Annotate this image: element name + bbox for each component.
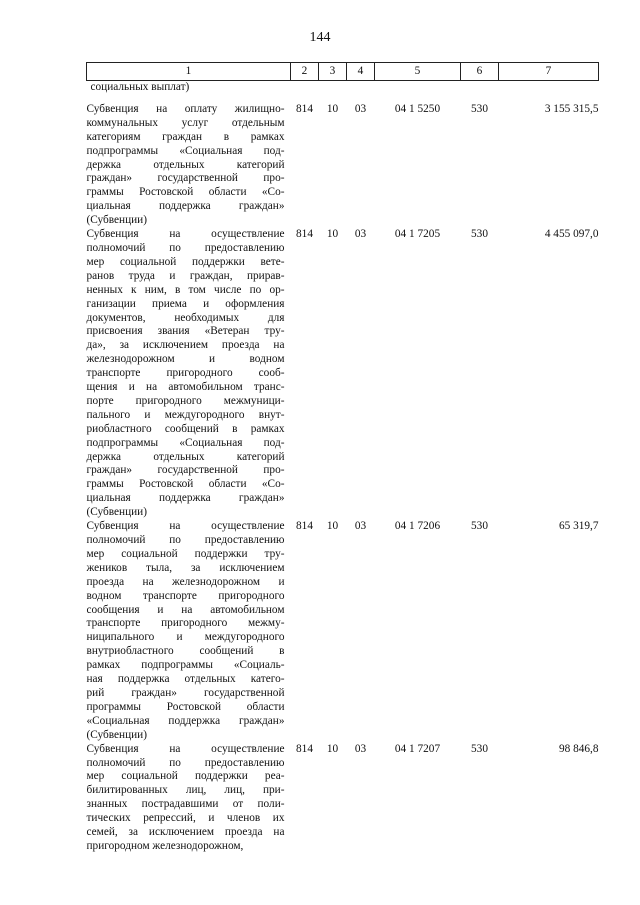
description-line: подпрограммы «Социальная под- [86,436,285,449]
description-line: да», за исключением проезда на [86,339,285,352]
description-line: жеников тыла, за исключением [86,561,285,574]
row-ministry-code: 814 [296,228,313,241]
description-line: транспорте пригородного сооб- [86,367,285,380]
description-line: мер социальной поддержки реа- [86,770,285,783]
table-row [87,103,599,228]
continuation-row [87,81,599,103]
description-line: мер социальной поддержки вете- [86,255,285,268]
table-row [87,228,599,520]
row-subsection-code: 03 [354,228,367,241]
description-line: (Субвенции) [86,214,147,227]
description-line: рамках подпрограммы «Социаль- [86,659,285,672]
description-line: билитированных лиц, лиц, при- [86,784,285,797]
row-target-article: 04 1 7206 [394,520,441,533]
description-line: знанных пострадавшими от поли- [86,798,285,811]
description-line: ранов труда и граждан, прирав- [86,269,285,282]
description-line: (Субвенции) [86,728,147,741]
description-line: Субвенция на осуществление [86,742,285,755]
row-section-code: 10 [326,228,339,241]
description-line: тических репрессий, и членов их [86,812,285,825]
description-line: (Субвенции) [86,506,147,519]
row-amount: 65 319,7 [558,520,599,533]
row-description [87,520,291,743]
row-ministry-code: 814 [296,742,313,755]
description-line: проезда на железнодорожном и [86,575,285,588]
description-line: Субвенция на осуществление [86,520,285,533]
row-section-code: 10 [326,102,339,115]
row-subsection-code: 03 [354,520,367,533]
table-header [87,63,599,81]
description-line: присвоения звания «Ветеран тру- [86,325,285,338]
row-expense-type: 530 [471,228,488,241]
description-line: ганизации приема и оформления [86,297,285,310]
row-ministry-code: 814 [296,102,313,115]
description-line: полномочий по предоставлению [86,534,285,546]
row-subsection-code: 03 [354,102,367,115]
description-line: ниципального и междугородного [86,631,285,644]
description-line: пального и междугородного внут- [86,408,285,421]
column-number-7: 7 [499,63,599,81]
description-line: категориям граждан в рамках [86,130,285,143]
table-row [87,743,599,854]
row-expense-type: 530 [471,742,488,755]
description-line: документов, необходимых для [86,311,285,324]
description-line: полномочий по предоставлению [86,241,285,254]
description-line: подпрограммы «Социальная под- [86,144,285,157]
description-line: Субвенция на оплату жилищно- [86,102,285,115]
description-line: ненных к ним, в том числе по ор- [86,283,285,296]
column-number-1: 1 [87,63,291,81]
description-line: семей, за исключением проезда на [86,826,285,839]
description-line: ная поддержка отдельных катего- [86,673,285,686]
description-line: пригородном железнодорожном, [86,839,244,852]
description-line: порте пригородного межмуници- [86,394,285,407]
description-line: Субвенция на осуществление [86,228,285,241]
description-line: коммунальных услуг отдельным [86,116,285,129]
description-line: граммы Ростовской области «Со- [86,478,285,491]
description-line: железнодорожном и водном [86,353,285,366]
description-line: щения и на автомобильном транс- [86,381,285,394]
row-amount: 4 455 097,0 [544,228,599,241]
description-line: сообщения и на автомобильном [86,603,285,616]
row-ministry-code: 814 [296,520,313,533]
row-target-article: 04 1 5250 [394,102,441,115]
row-description [87,103,291,228]
description-line: граммы Ростовской области «Со- [86,186,285,199]
description-line: держка отдельных категорий [86,450,285,463]
row-section-code: 10 [326,520,339,533]
page-number: 144 [309,30,331,45]
description-line: водном транспорте пригородного [86,589,285,602]
column-number-4: 4 [347,63,375,81]
description-line: «Социальная поддержка граждан» [86,714,285,727]
budget-table [86,62,599,854]
row-section-code: 10 [326,742,339,755]
table-body [87,81,599,854]
description-line: держка отдельных категорий [86,158,285,171]
row-amount: 3 155 315,5 [544,102,599,115]
row-expense-type: 530 [471,520,488,533]
continuation-text: социальных выплат) [90,81,190,93]
row-description [87,228,291,520]
description-line: граждан» государственной про- [86,172,285,185]
column-number-row [87,63,599,81]
description-line: циальная поддержка граждан» [86,200,285,213]
row-amount: 98 846,8 [558,742,599,755]
description-line: граждан» государственной про- [86,464,285,477]
description-line: риобластного сообщений в рамках [86,422,285,435]
description-line: полномочий по предоставлению [86,756,285,769]
description-line: мер социальной поддержки тру- [86,547,285,560]
column-number-6: 6 [461,63,499,81]
description-line: транспорте пригородного межму- [86,617,285,630]
column-number-5: 5 [375,63,461,81]
description-line: программы Ростовской области [86,700,285,713]
column-number-3: 3 [319,63,347,81]
description-line: рий граждан» государственной [86,686,285,699]
row-expense-type: 530 [471,102,488,115]
row-target-article: 04 1 7207 [394,742,441,755]
row-subsection-code: 03 [354,742,367,755]
description-line: циальная поддержка граждан» [86,492,285,505]
row-description [87,743,291,854]
description-line: внутриобластного сообщений в [86,645,285,658]
column-number-2: 2 [291,63,319,81]
table-row [87,520,599,743]
row-target-article: 04 1 7205 [394,228,441,241]
